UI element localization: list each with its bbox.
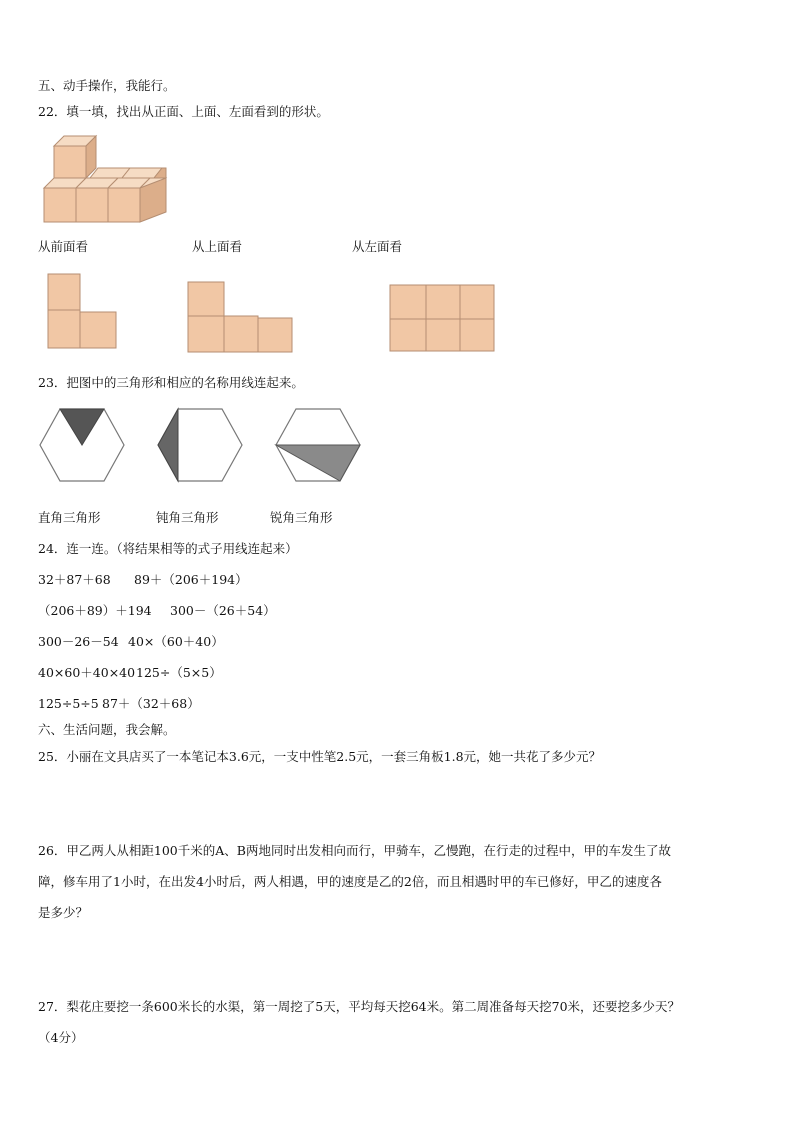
cube-stack-figure <box>40 130 172 225</box>
question-26-line-2: 障，修车用了1小时，在出发4小时后，两人相遇，甲的速度是乙的2倍，而且相遇时甲的车已修好，甲乙的速度各 <box>38 874 662 889</box>
question-26-line-3: 是多少？ <box>38 905 89 920</box>
label-top-view: 从上面看 <box>192 239 243 254</box>
triangle-name-right: 直角三角形 <box>38 510 101 525</box>
question-27-line-1: 27．梨花庄要挖一条600米长的水渠，第一周挖了5天，平均每天挖64米。第二周准备每天挖70米，还要挖多少天？ <box>38 999 681 1014</box>
expression-right: 40×（60＋40） <box>128 634 224 649</box>
hexagon-triangle-1 <box>38 405 128 485</box>
hexagon-triangle-2 <box>156 405 246 485</box>
triangle-name-acute: 锐角三角形 <box>270 510 333 525</box>
expression-right: 125÷（5×5） <box>136 665 222 680</box>
expression-left: （206＋89）＋194 <box>38 603 152 618</box>
expression-right: 300－（26＋54） <box>170 603 276 618</box>
front-view-figure <box>46 272 120 352</box>
question-27-line-2: （4分） <box>38 1030 84 1045</box>
section-heading-5: 五、动手操作，我能行。 <box>38 78 176 93</box>
expression-left: 40×60＋40×40 <box>38 665 136 680</box>
triangle-name-obtuse: 钝角三角形 <box>156 510 219 525</box>
hexagon-triangle-3 <box>274 405 364 485</box>
label-front-view: 从前面看 <box>38 239 89 254</box>
expression-left: 300－26－54 <box>38 634 119 649</box>
expression-right: 89＋（206＋194） <box>134 572 248 587</box>
question-24-title: 24．连一连。（将结果相等的式子用线连起来） <box>38 541 298 556</box>
question-22-title: 22．填一填，找出从正面、上面、左面看到的形状。 <box>38 104 329 119</box>
expression-left: 125÷5÷5 <box>38 696 99 711</box>
top-view-figure <box>186 280 294 354</box>
question-26-line-1: 26．甲乙两人从相距100千米的A、B两地同时出发相向而行，甲骑车，乙慢跑，在行走的过程中，甲的车发生了故 <box>38 843 671 858</box>
question-25-text: 25．小丽在文具店买了一本笔记本3.6元，一支中性笔2.5元，一套三角板1.8元，她一共花了多少元？ <box>38 749 602 764</box>
expression-left: 32＋87＋68 <box>38 572 111 587</box>
question-23-title: 23．把图中的三角形和相应的名称用线连起来。 <box>38 375 304 390</box>
expression-right: 87＋（32＋68） <box>102 696 200 711</box>
left-view-figure <box>388 283 498 355</box>
section-heading-6: 六、生活问题，我会解。 <box>38 722 176 737</box>
label-left-view: 从左面看 <box>352 239 403 254</box>
